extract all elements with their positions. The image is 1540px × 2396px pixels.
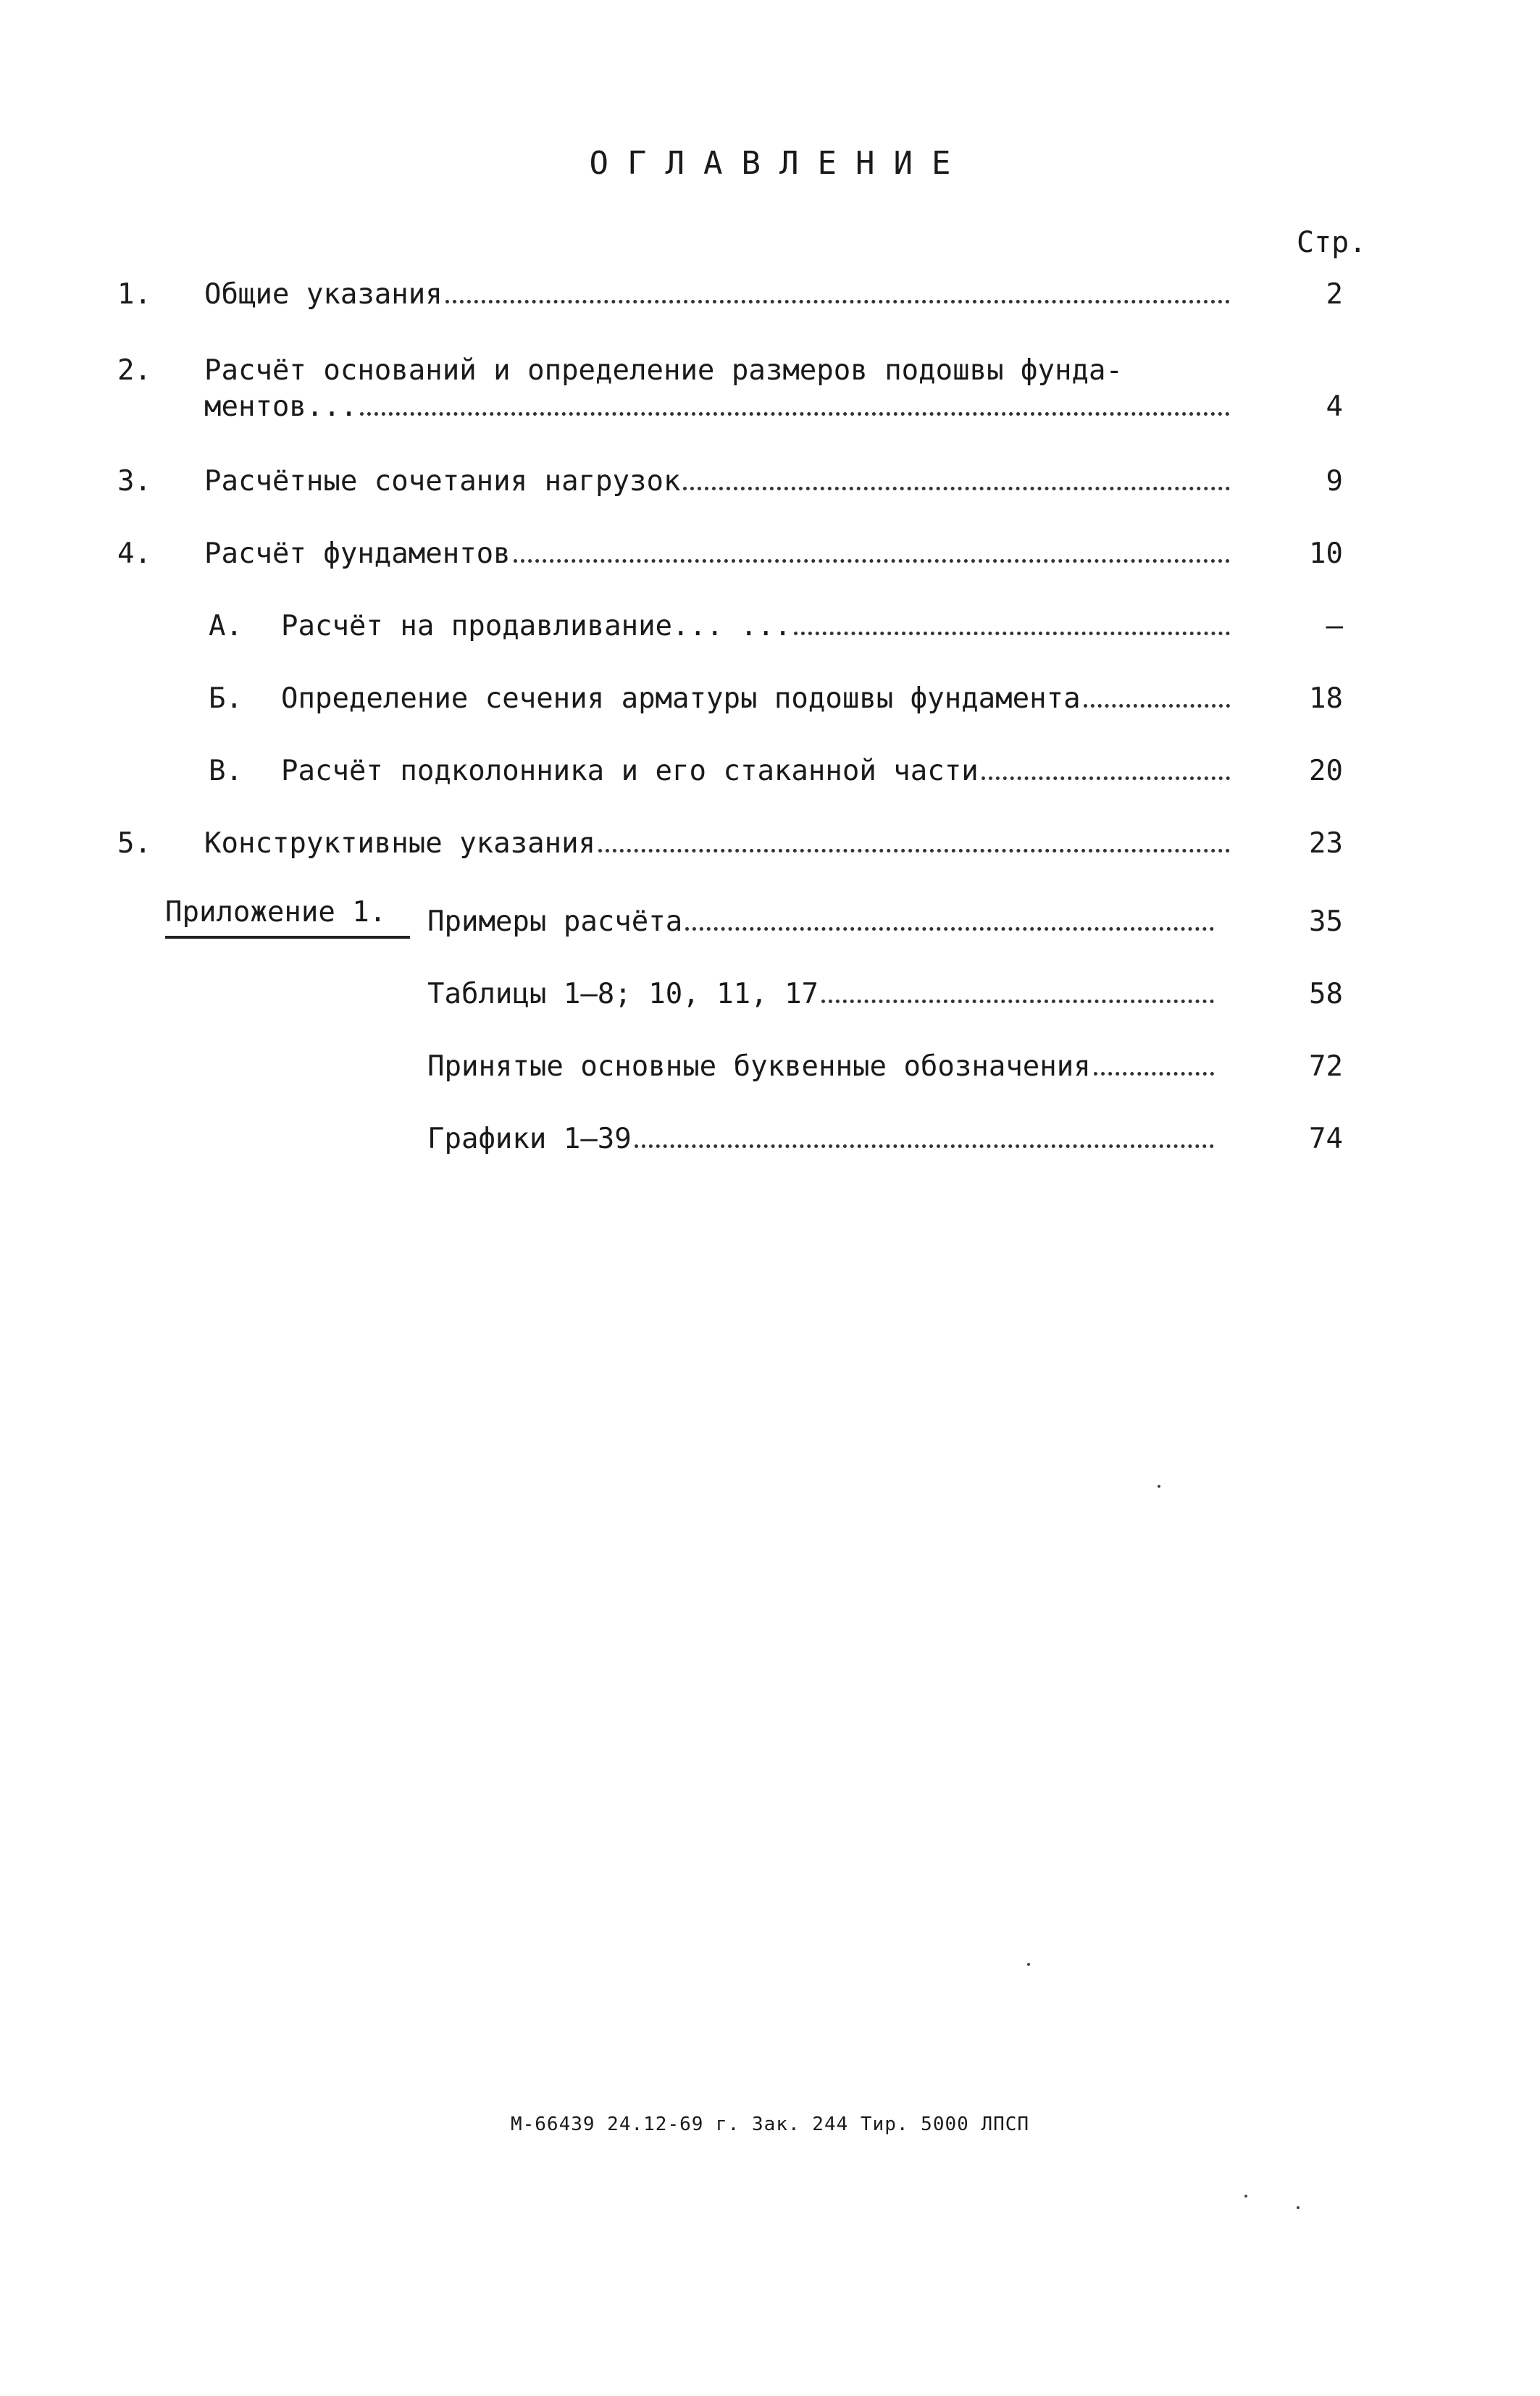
dot-leader [1084,704,1230,708]
appendix-item-page: 72 [1309,1050,1343,1083]
toc-entry-number: 3. [117,465,151,498]
toc-entry-2-line [204,389,1233,425]
print-imprint: М-66439 24.12-69 г. Зак. 244 Тир. 5000 ЛПСП [510,2114,1030,2135]
toc-entry-number: А. [209,610,243,642]
dot-leader [982,776,1230,780]
toc-entry-5-line [204,826,1233,862]
dot-leader [635,1144,1214,1148]
appendix-item-text: Примеры расчёта [427,905,683,938]
appendix-item-text: Таблицы 1–8; 10, 11, 17 [427,978,819,1010]
toc-subentry-v-line [281,753,1233,789]
toc-entry-text: Расчёт на продавливание... ... [281,610,792,642]
dot-leader [445,300,1230,303]
toc-entry-text-continued: ментов... [204,390,358,423]
appendix-item-4-line [427,1121,1217,1157]
toc-entry-number: 5. [117,827,151,860]
toc-entry-page: 4 [1326,390,1343,423]
toc-entry-text: Расчёт фундаментов [204,537,511,570]
dot-leader [1094,1072,1214,1076]
scan-speck [1027,1963,1030,1966]
dot-leader [794,632,1230,635]
scan-speck [1244,2195,1247,2198]
toc-entry-number: В. [209,755,243,787]
toc-entry-text: Расчёт подколонника и его стаканной части [281,755,979,787]
toc-entry-4-line [204,536,1233,572]
dot-leader [514,559,1230,563]
appendix-item-text: Принятые основные буквенные обозначения [427,1050,1091,1083]
toc-entry-page: 9 [1326,465,1343,498]
scan-speck [1158,1485,1160,1488]
toc-entry-number: 4. [117,537,151,570]
toc-entry-number: Б. [209,682,243,715]
toc-entry-text: Определение сечения арматуры подошвы фундамента [281,682,1081,715]
appendix-label: Приложение 1. [165,896,387,929]
dot-leader [821,1000,1214,1003]
toc-entry-3-line [204,464,1233,500]
toc-entry-text: Расчёт оснований и определение размеров подошвы фунда- [204,354,1123,387]
toc-entry-page: 23 [1309,827,1343,860]
page-column-header: Стр. [1297,226,1367,259]
dot-leader [598,849,1230,853]
appendix-item-page: 74 [1309,1123,1343,1155]
toc-entry-page: 18 [1309,682,1343,715]
dot-leader [685,927,1214,931]
appendix-item-page: 35 [1309,905,1343,938]
toc-subentry-b-line [281,681,1233,717]
appendix-item-page: 58 [1309,978,1343,1010]
scan-speck [1297,2206,1300,2209]
appendix-item-3-line [427,1049,1217,1085]
toc-entry-text: Конструктивные указания [204,827,596,860]
appendix-item-1-line [427,904,1217,940]
toc-entry-page: 2 [1326,278,1343,311]
toc-entry-page: 20 [1309,755,1343,787]
appendix-underline [165,936,410,939]
toc-entry-text: Общие указания [204,278,443,311]
toc-entry-page: – [1326,610,1343,642]
toc-entry-number: 1. [117,278,151,311]
toc-subentry-a-line [281,608,1233,645]
appendix-item-text: Графики 1–39 [427,1123,632,1155]
dot-leader [683,487,1230,490]
toc-entry-1-line [204,277,1233,313]
dot-leader [360,412,1230,416]
page-title: ОГЛАВЛЕНИЕ [589,145,970,182]
toc-entry-number: 2. [117,354,151,387]
toc-entry-text: Расчётные сочетания нагрузок [204,465,681,498]
toc-entry-page: 10 [1309,537,1343,570]
appendix-item-2-line [427,976,1217,1013]
